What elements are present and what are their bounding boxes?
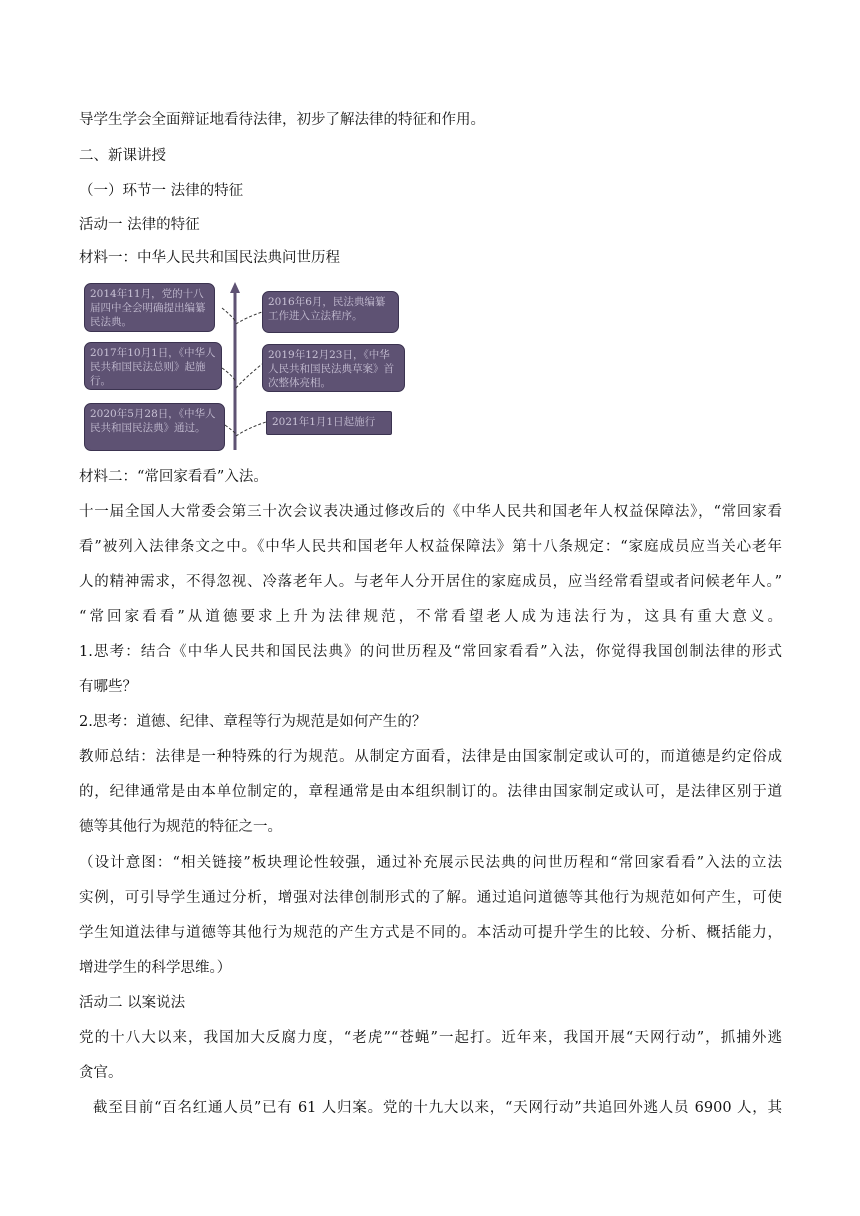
question-line: 有哪些？ xyxy=(79,679,137,695)
section-heading: 二、新课讲授 xyxy=(79,148,166,164)
timeline-event-2017: 2017年10月1日，《中华人民共和国民法总则》起施行。 xyxy=(84,342,222,390)
timeline-event-2016: 2016年6月，民法典编纂工作进入立法程序。 xyxy=(262,291,399,333)
design-note-line: 实例，可引导学生通过分析，增强对法律创制形式的了解。通过追问道德等其他行为规范如何产生，可使 xyxy=(79,890,782,906)
activity-heading: 活动一 法律的特征 xyxy=(79,217,200,233)
paragraph-line: 十一届全国人大常委会第三十次会议表决通过修改后的《中华人民共和国老年人权益保障法》，“常回家看 xyxy=(79,504,782,520)
paragraph-line: 截至目前“百名红通人员”已有 61 人归案。党的十九大以来，“天网行动”共追回外逃人员 6900 人，其 xyxy=(93,1100,782,1116)
question-line: 2.思考：道德、纪律、章程等行为规范是如何产生的？ xyxy=(79,714,427,730)
design-note-line: 学生知道法律与道德等其他行为规范的产生方式是不同的。本活动可提升学生的比较、分析、概括能力， xyxy=(79,925,782,941)
connector xyxy=(236,422,266,436)
timeline-event-2014: 2014年11月，党的十八届四中全会明确提出编纂民法典。 xyxy=(84,283,215,332)
text-line: 导学生学会全面辩证地看待法律，初步了解法律的特征和作用。 xyxy=(79,112,485,128)
paragraph-line: 人的精神需求，不得忽视、冷落老年人。与老年人分开居住的家庭成员，应当经常看望或者问候老年人。” xyxy=(79,574,782,590)
connector xyxy=(225,425,236,434)
connector xyxy=(222,368,236,382)
paragraph-line: 党的十八大以来，我国加大反腐力度，“老虎”“苍蝇”一起打。近年来，我国开展“天网行动”，抓捕外逃 xyxy=(79,1030,782,1046)
timeline-event-2020: 2020年5月28日，《中华人民共和国民法典》通过。 xyxy=(84,403,225,451)
summary-line: 的，纪律通常是由本单位制定的，章程通常是由本组织制订的。法律由国家制定或认可，是法律区别于道 xyxy=(79,784,782,800)
connector xyxy=(236,364,262,388)
question-line: 1.思考：结合《中华人民共和国民法典》的问世历程及“常回家看看”入法，你觉得我国创制法律的形式 xyxy=(79,644,782,660)
connector xyxy=(222,308,236,322)
connector xyxy=(236,312,262,324)
design-note-line: 增进学生的科学思维。） xyxy=(79,960,232,976)
activity-heading: 活动二 以案说法 xyxy=(79,995,186,1011)
timeline-event-2021: 2021年1月1日起施行 xyxy=(266,411,392,435)
timeline-arrowhead xyxy=(230,282,240,293)
material-title: 材料二：“常回家看看”入法。 xyxy=(79,469,268,485)
paragraph-line: 看”被列入法律条文之中。《中华人民共和国老年人权益保障法》第十八条规定：“家庭成员应当关心老年 xyxy=(79,539,782,555)
timeline-event-2019: 2019年12月23日，《中华人民共和国民法典草案》首次整体亮相。 xyxy=(262,344,405,392)
summary-line: 教师总结：法律是一种特殊的行为规范。从制定方面看，法律是由国家制定或认可的，而道德是约定俗成 xyxy=(79,749,782,765)
paragraph-line: 贪官。 xyxy=(79,1065,123,1081)
design-note-line: （设计意图：“相关链接”板块理论性较强，通过补充展示民法典的问世历程和“常回家看看”入法的立法 xyxy=(79,855,782,871)
material-title: 材料一：中华人民共和国民法典问世历程 xyxy=(79,250,340,266)
summary-line: 德等其他行为规范的特征之一。 xyxy=(79,819,282,835)
paragraph-line: “常回家看看”从道德要求上升为法律规范，不常看望老人成为违法行为，这具有重大意义。 xyxy=(79,609,782,625)
subsection-heading: （一）环节一 法律的特征 xyxy=(79,183,244,199)
